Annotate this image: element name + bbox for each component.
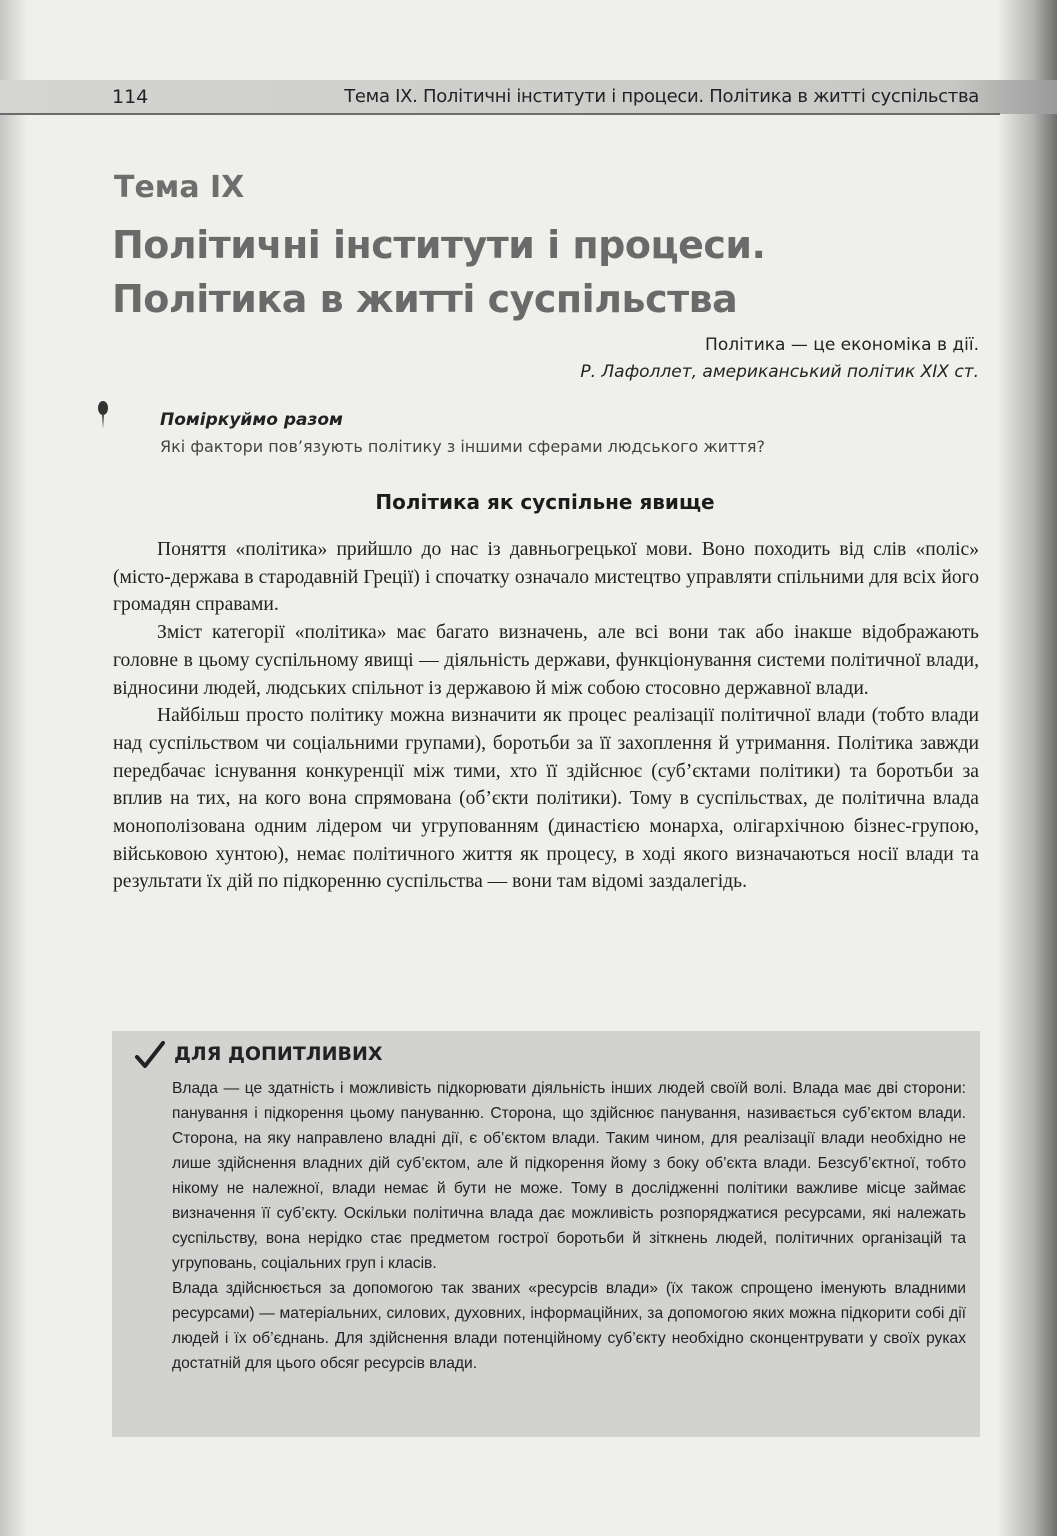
- sidebar-paragraph: Влада здійснюється за допомогою так званих «ресурсів влади» (їх також спрощено іменують владними ресурсами) — матеріальних, силових, духовних, інформаційних, за допомогою яких можна підкорити собі дії людей і їх об’єднань. Для здійснення влади потенційному суб’єкту необхідно сконцентрувати у своїх руках достатній для цього обсяг ресурсів влади.: [172, 1280, 966, 1372]
- body-paragraph: Зміст категорії «політика» має багато визначень, але всі вони так або інакше відображають головне в цьому суспільному явищі — діяльність держави, функціонування системи політичної влади, відносини людей, людських спільнот із державою й між собою стосовно державної влади.: [113, 622, 979, 699]
- page-number: 114: [112, 86, 149, 108]
- sidebar-paragraph: Влада — це здатність і можливість підкорювати діяльність інших людей своїй волі. Влада має дві сторони: панування і підкорення цьому пануванню. Сторона, що здійснює панування, називається суб’єктом влади. Сторона, на яку направлено владні дії, є об’єктом влади. Таким чином, для реалізації влади необхідно не лише здійснення владних дій суб’єктом, але й підкорення йому з боку об’єкта влади. Безсуб’єктної, тобто нікому не належної, влади немає й бути не може. Тому в дослідженні політики важливе місце займає визначення її суб’єкту. Оскільки політична влада дає можливість розпоряджатися ресурсами, які належать суспільству, вона нерідко стає предметом гострої боротьби й зіткнень людей, політичних організацій та угруповань, соціальних груп і класів.: [172, 1080, 966, 1272]
- check-icon: [134, 1040, 166, 1070]
- chapter-title-line-1: Політичні інститути і процеси.: [112, 223, 766, 267]
- chapter-label: Тема IX: [114, 170, 245, 205]
- header-rule: [0, 113, 1000, 115]
- section-heading: Політика як суспільне явище: [375, 490, 715, 514]
- section-body: [113, 536, 979, 896]
- body-paragraph: Поняття «політика» прийшло до нас із давньогрецької мови. Воно походить від слів «поліс» (місто-держава в стародавній Греції) і спочатку означало мистецтво управляти спільними для всіх його громадян справами.: [113, 539, 979, 616]
- running-title: Тема IX. Політичні інститути і процеси. Політика в житті суспільства: [344, 86, 979, 107]
- sidebar-box-title: ДЛЯ ДОПИТЛИВИХ: [174, 1043, 383, 1065]
- page-binding-shadow: [997, 0, 1057, 1536]
- chapter-title-line-2: Політика в житті суспільства: [112, 277, 738, 321]
- body-paragraph: Найбільш просто політику можна визначити як процес реалізації політичної влади (тобто влади над суспільством чи соціальними групами), боротьби за її захоплення й утримання. Політика завжди передбачає існування конкуренції між тими, хто її здійснює (суб’єктами політики) та боротьби за вплив на тих, на кого вона спрямована (об’єкти політики). Тому в суспільствах, де політична влада монополізована одним лідером чи угрупованням (династією монарха, олігархічною бізнес-групою, військовою хунтою), немає політичного життя як процесу, в ході якого визначаються носії влади та результати їх дій по підкоренню суспільства — вони там відомі заздалегідь.: [113, 705, 979, 893]
- epigraph-quote: Політика — це економіка в дії.: [705, 335, 979, 355]
- page-left-edge: [0, 0, 28, 1536]
- pin-icon: [96, 400, 110, 430]
- epigraph-author: Р. Лафоллет, американський політик XIX ст.: [580, 362, 979, 382]
- reflect-heading: Поміркуймо разом: [160, 410, 343, 430]
- reflect-question: Які фактори пов’язують політику з іншими сферами людського життя?: [160, 437, 765, 456]
- epigraph: [580, 332, 979, 386]
- sidebar-box-text: [172, 1076, 966, 1376]
- chapter-title: [112, 218, 972, 326]
